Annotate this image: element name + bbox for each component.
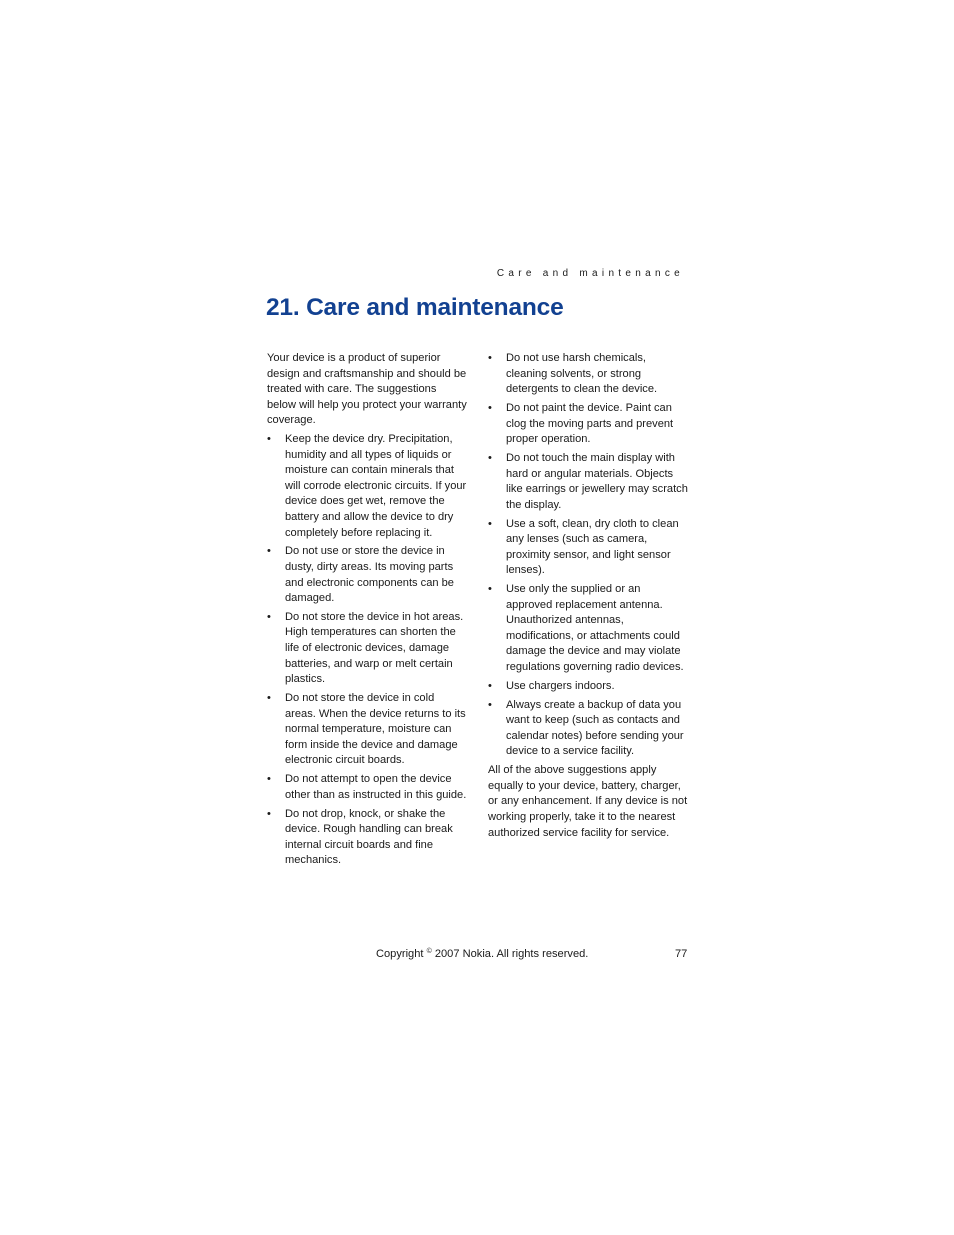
copyright-symbol: © <box>426 948 432 955</box>
copyright-prefix: Copyright <box>376 948 424 960</box>
bullet-text: Use only the supplied or an approved replacement antenna. Unauthorized antennas, modifications, or attachments could damage the device and may violate regulations governing radio devices. <box>506 583 684 674</box>
left-column <box>267 351 467 872</box>
bullet-text: Do not attempt to open the device other than as instructed in this guide. <box>285 773 467 801</box>
bullet-item <box>267 691 467 769</box>
bullet-dot: • <box>267 773 271 786</box>
bullet-text: Do not paint the device. Paint can clog the moving parts and prevent proper operation. <box>506 401 674 446</box>
bullet-item <box>267 807 467 869</box>
bullet-text: Keep the device dry. Precipitation, humidity and all types of liquids or moisture can contain minerals that will corrode electronic circuits. If your device does get wet, remove the battery and allow the device to dry completely before replacing it. <box>285 432 467 539</box>
bullet-dot: • <box>267 807 271 820</box>
bullet-dot: • <box>267 610 271 623</box>
bullet-dot: • <box>267 432 271 445</box>
page-number: 77 <box>675 948 688 960</box>
chapter-title: 21. Care and maintenance <box>266 294 564 321</box>
bullet-dot: • <box>488 698 492 711</box>
bullet-item <box>267 544 467 606</box>
bullet-item <box>488 698 688 760</box>
right-column <box>488 351 688 841</box>
bullet-text: Do not drop, knock, or shake the device. Rough handling can break internal circuit boards and fine mechanics. <box>285 807 453 867</box>
bullet-text: Do not touch the main display with hard or angular materials. Objects like earrings or jewellery may scratch the display. <box>506 451 688 511</box>
copyright-suffix: 2007 Nokia. All rights reserved. <box>434 948 589 960</box>
bullet-dot: • <box>267 545 271 558</box>
bullet-item <box>488 451 688 513</box>
bullet-item <box>267 772 467 803</box>
running-header: Care and maintenance <box>496 268 684 279</box>
bullet-text: Use chargers indoors. <box>506 679 615 692</box>
bullet-dot: • <box>488 352 492 364</box>
copyright-notice <box>376 948 588 960</box>
bullet-text: Do not use harsh chemicals, cleaning solvents, or strong detergents to clean the device. <box>506 352 658 396</box>
bullet-item <box>488 351 688 398</box>
bullet-dot: • <box>488 679 492 692</box>
bullet-text: Use a soft, clean, dry cloth to clean any lenses (such as camera, proximity sensor, and light sensor lenses). <box>506 517 679 577</box>
closing-paragraph: All of the above suggestions apply equally to your device, battery, charger, or any enhancement. If any device is not working properly, take it to the nearest authorized service facility for service. <box>488 764 688 839</box>
right-bullet-list <box>488 351 688 760</box>
bullet-item <box>267 432 467 541</box>
bullet-dot: • <box>488 583 492 596</box>
left-bullet-list <box>267 432 467 869</box>
bullet-item <box>488 401 688 448</box>
bullet-dot: • <box>488 451 492 464</box>
bullet-text: Do not use or store the device in dusty, dirty areas. Its moving parts and electronic components can be damaged. <box>285 545 454 605</box>
bullet-dot: • <box>267 692 271 705</box>
bullet-item <box>267 610 467 688</box>
bullet-item <box>488 517 688 579</box>
bullet-text: Do not store the device in hot areas. High temperatures can shorten the life of electronic devices, damage batteries, and warp or melt certain plastics. <box>285 610 464 686</box>
bullet-dot: • <box>488 517 492 530</box>
bullet-item <box>488 679 688 695</box>
bullet-dot: • <box>488 401 492 414</box>
bullet-text: Always create a backup of data you want to keep (such as contacts and calendar notes) before sending your device to a service facility. <box>506 698 684 758</box>
intro-paragraph: Your device is a product of superior design and craftsmanship and should be treated with care. The suggestions below will help you protect your warranty coverage. <box>267 352 467 427</box>
bullet-item <box>488 582 688 676</box>
bullet-text: Do not store the device in cold areas. When the device returns to its normal temperature, moisture can form inside the device and damage electronic circuit boards. <box>285 692 466 767</box>
